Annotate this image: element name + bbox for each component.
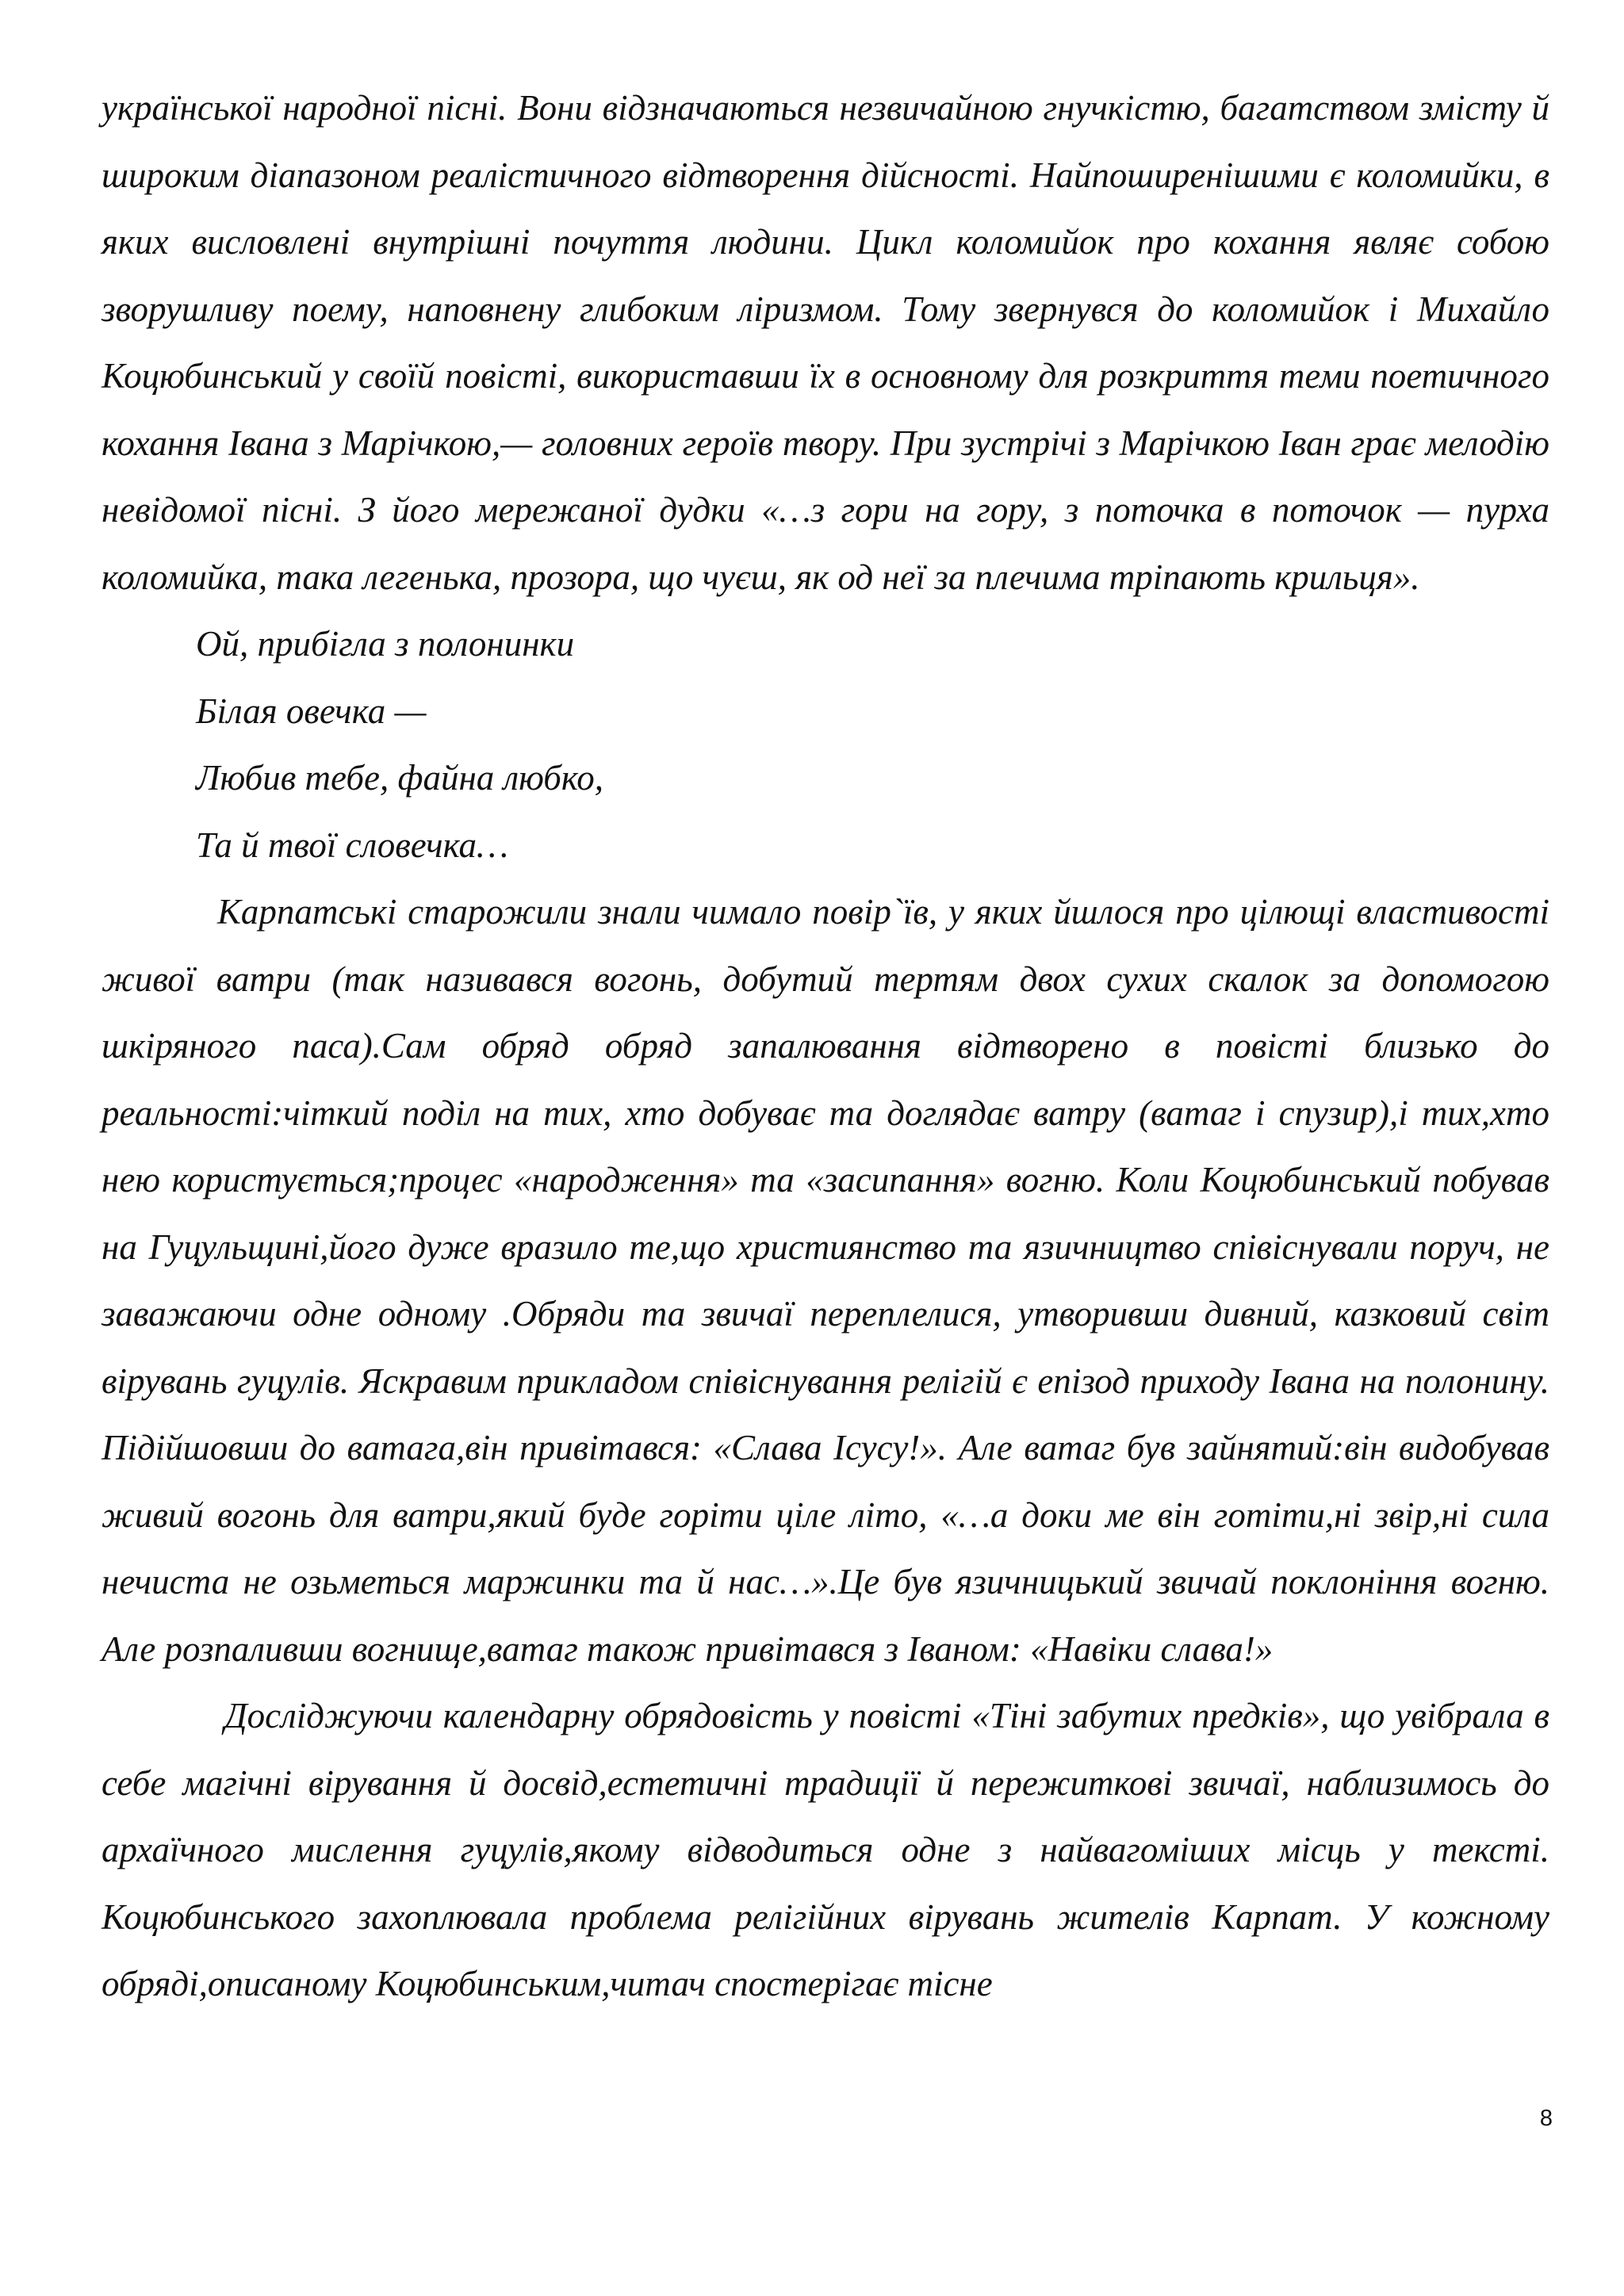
verse-line: Ой, прибігла з полонинки — [196, 624, 575, 664]
verse-line: Білая овечка — — [196, 691, 427, 731]
paragraph-kolomyiky: української народної пісні. Вони відзначаються незвичайною гнучкістю, багатством змісту й широким діапазоном реалістичного відтворення дійсності. Найпоширенішими є коломийки, в яких висловлені внутрішні почуття людини. Цикл коломийок про кохання являє собою зворушливу поему, наповнену глибоким ліризмом. Тому звернувся до коломийок і Михайло Коцюбинський у своїй повісті, використавши їх в основному для розкриття теми поетичного кохання Івана з Марічкою,— головних героїв твору. При зустрічі з Марічкою Іван грає мелодію невідомої пісні. З його мережаної дудки «…з гори на гору, з поточка в поточок — пурха коломийка, така легенька, прозора, що чуєш, як од неї за плечима тріпають крильця». — [102, 88, 1549, 597]
page-number: 8 — [1539, 2106, 1553, 2131]
folk-song-verse — [102, 610, 1549, 878]
verse-line: Любив тебе, файна любко, — [196, 758, 604, 798]
body-text — [102, 75, 1549, 2018]
verse-line: Та й твої словечка… — [196, 825, 509, 865]
paragraph-calendar-rites: Досліджуючи календарну обрядовість у повісті «Тіні забутих предків», що увібрала в себе магічні вірування й досвід,естетичні традиції й пережиткові звичаї, наблизимось до архаїчного мислення гуцулів,якому відводиться одне з найвагоміших місць у тексті. Коцюбинського захоплювала проблема релігійних вірувань жителів Карпат. У кожному обряді,описаному Коцюбинським,читач спостерігає тісне — [102, 1696, 1549, 2003]
paragraph-vatra: Карпатські старожили знали чимало повір`їв, у яких йшлося про цілющі властивості живої ватри (так називався вогонь, добутий тертям двох сухих скалок за допомогою шкіряного паса).Сам обряд обряд запалювання відтворено в повісті близько до реальності:чіткий поділ на тих, хто добуває та доглядає ватру (ватаг і спузир),і тих,хто нею користується;процес «народження» та «засипання» вогню. Коли Коцюбинський побував на Гуцульщині,його дуже вразило те,що християнство та язичництво співіснували поруч, не заважаючи одне одному .Обряди та звичаї переплелися, утворивши дивний, казковий світ вірувань гуцулів. Яскравим прикладом співіснування релігій є епізод приходу Івана на полонину. Підійшовши до ватага,він привітався: «Слава Ісусу!». Але ватаг був зайнятий:він видобував живий вогонь для ватри,який буде горіти ціле літо, «…а доки ме він готіти,ні звір,ні сила нечиста не озьметься маржинки та й нас…».Це був язичницький звичай поклоніння вогню. Але розпаливши вогнище,ватаг також привітався з Іваном: «Навіки слава!» — [102, 892, 1549, 1669]
